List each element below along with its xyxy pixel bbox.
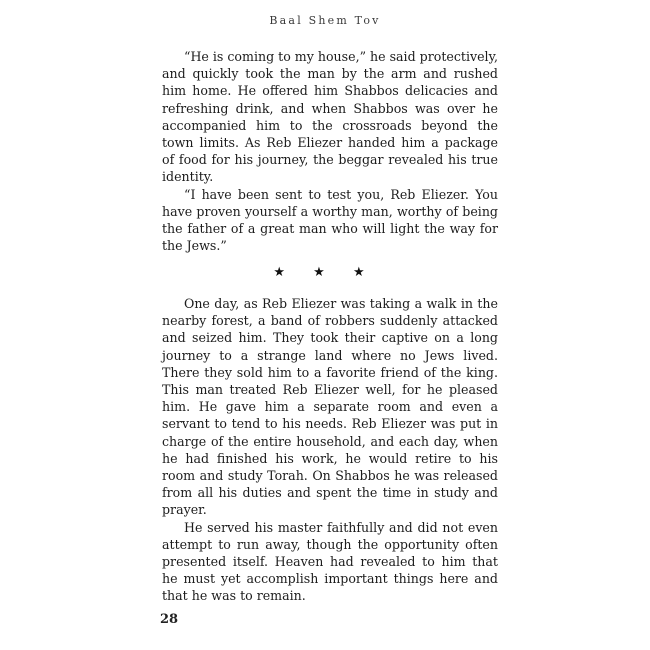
- paragraph: “I have been sent to test you, Reb Eliezer. You have proven yourself a worthy man, worthy of being the father of a great man who will light the way for the Jews.”: [162, 186, 498, 254]
- paragraph: “He is coming to my house,” he said protectively, and quickly took the man by the arm and rushed him home. He offered him Shabbos delicacies and refreshing drink, and when Shabbos was over he accompanied him to the crossroads beyond the town limits. As Reb Eliezer handed him a package of food for his journey, the beggar revealed his true identity.: [162, 49, 499, 185]
- section-break-stars: ★ ★ ★: [273, 265, 377, 280]
- running-head: Baal Shem Tov: [269, 14, 381, 27]
- text-block-lower: [162, 295, 498, 605]
- page-number: 28: [160, 612, 179, 627]
- text-block-upper: [162, 48, 498, 254]
- paragraph: One day, as Reb Eliezer was taking a walk in the nearby forest, a band of robbers suddenly attacked and seized him. They took their captive on a long journey to a strange land where no Jews lived. There they sold him to a favorite friend of the king. This man treated Reb Eliezer well, for he pleased him. He gave him a separate room and even a servant to tend to his needs. Reb Eliezer was put in charge of the entire household, and each day, when he had finished his work, he would retire to his room and study Torah. On Shabbos he was released from all his duties and spent the time in study and prayer.: [162, 296, 498, 518]
- paragraph: He served his master faithfully and did not even attempt to run away, though the opportunity often presented itself. Heaven had revealed to him that he must yet accomplish important things here and that he was to remain.: [162, 519, 498, 604]
